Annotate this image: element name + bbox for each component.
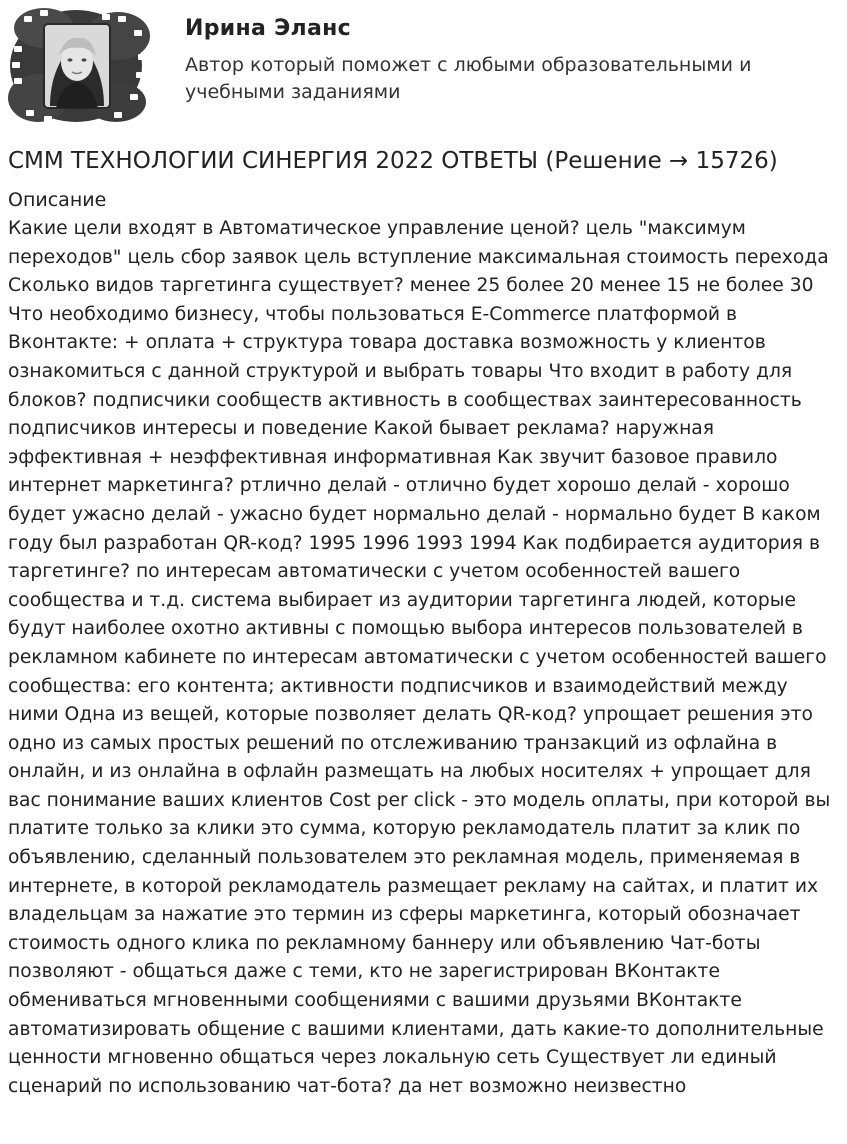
author-bio: Автор который поможет с любыми образовательными и учебными заданиями: [185, 54, 752, 103]
author-name[interactable]: Ирина Эланс: [185, 16, 351, 41]
description-text: Какие цели входят в Автоматическое управление ценой? цель "максимум переходов" цель сбор заявок цель вступление максимальная стоимость перехода Сколько видов таргетинга существует? менее 25 более 20 менее 15 не более 30 Что необходимо бизнесу, чтобы пользоваться E-Commerce платформой в Вконтакте: + оплата + структура товара доставка возможность у клиентов ознакомиться с данной структурой и выбрать товары Что входит в работу для блоков? подписчики сообществ активность в сообществах заинтересованность подписчиков интересы и поведение Какой бывает реклама? наружная эффективная + неэффективная информативная Как звучит базовое правило интернет маркетинга? ртлично делай - отлично будет хорошо делай - хорошо будет ужасно делай - ужасно будет нормально делай - нормально будет В каком году был разработан QR-код? 1995 1996 1993 1994 Как подбирается аудитория в таргетинге? по интересам автоматически с учетом особенностей вашего сообщества и т.д. система выбирает из аудитории таргетинга людей, которые будут наиболее охотно активны с помощью выбора интересов пользователей в рекламном кабинете по интересам автоматически с учетом особенностей вашего сообщества: его контента; активности подписчиков и взаимодействий между ними Одна из вещей, которые позволяет делать QR-код? упрощает решения это одно из самых простых решений по отслеживанию транзакций из офлайна в онлайн, и из онлайна в офлайн размещать на любых носителях + упрощает для вас понимание ваших клиентов Cost per click - это модель оплаты, при которой вы платите только за клики это сумма, которую рекламодатель платит за клик по объявлению, сделанный пользователем это рекламная модель, применяемая в интернете, в которой рекламодатель размещает рекламу на сайтах, и платит их владельцам за нажатие это термин из сферы маркетинга, который обозначает стоимость одного клика по рекламному баннеру или объявлению Чат-боты позволяют - общаться даже с теми, кто не зарегистрирован ВКонтакте обмениваться мгновенными сообщениями с вашими друзьями ВКонтакте автоматизировать общение с вашими клиентами, дать какие-то дополнительные ценности мгновенно общаться через локальную сеть Существует ли единый сценарий по использованию чат-бота? да нет возможно неизвестно: [8, 218, 831, 1097]
author-avatar[interactable]: [6, 6, 156, 126]
avatar-photo: [44, 24, 110, 108]
page-title: СММ ТЕХНОЛОГИИ СИНЕРГИЯ 2022 ОТВЕТЫ (Решение → 15726): [8, 148, 778, 174]
description-label: Описание: [8, 189, 107, 211]
author-card: [6, 6, 836, 126]
